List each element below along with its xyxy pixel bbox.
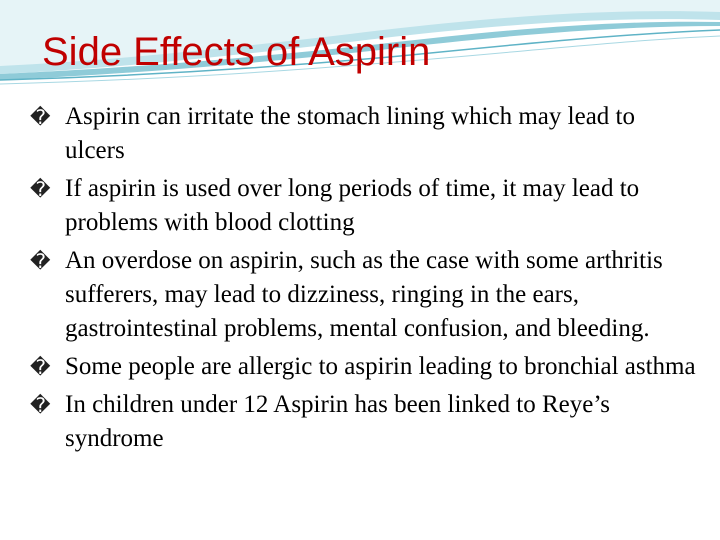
bullet-item [30,172,700,240]
bullet-list [30,100,700,460]
slide-title: Side Effects of Aspirin [42,30,431,74]
bullet-glyph-icon: � [30,249,51,273]
bullet-item [30,100,700,168]
bullet-text: Some people are allergic to aspirin leading to bronchial asthma [65,353,696,380]
bullet-text: In children under 12 Aspirin has been linked to Reye’s syndrome [65,391,611,452]
bullet-text: If aspirin is used over long periods of time, it may lead to problems with blood clotting [65,175,640,236]
bullet-glyph-icon: � [30,393,51,417]
bullet-item [30,244,700,346]
bullet-glyph-icon: � [30,355,51,379]
bullet-text: Aspirin can irritate the stomach lining which may lead to ulcers [65,103,635,164]
bullet-item [30,388,700,456]
bullet-glyph-icon: � [30,177,51,201]
bullet-glyph-icon: � [30,105,51,129]
bullet-item [30,350,700,384]
bullet-text: An overdose on aspirin, such as the case with some arthritis sufferers, may lead to dizziness, ringing in the ears, gastrointestinal problems, mental confusion, and bleeding. [65,247,663,342]
